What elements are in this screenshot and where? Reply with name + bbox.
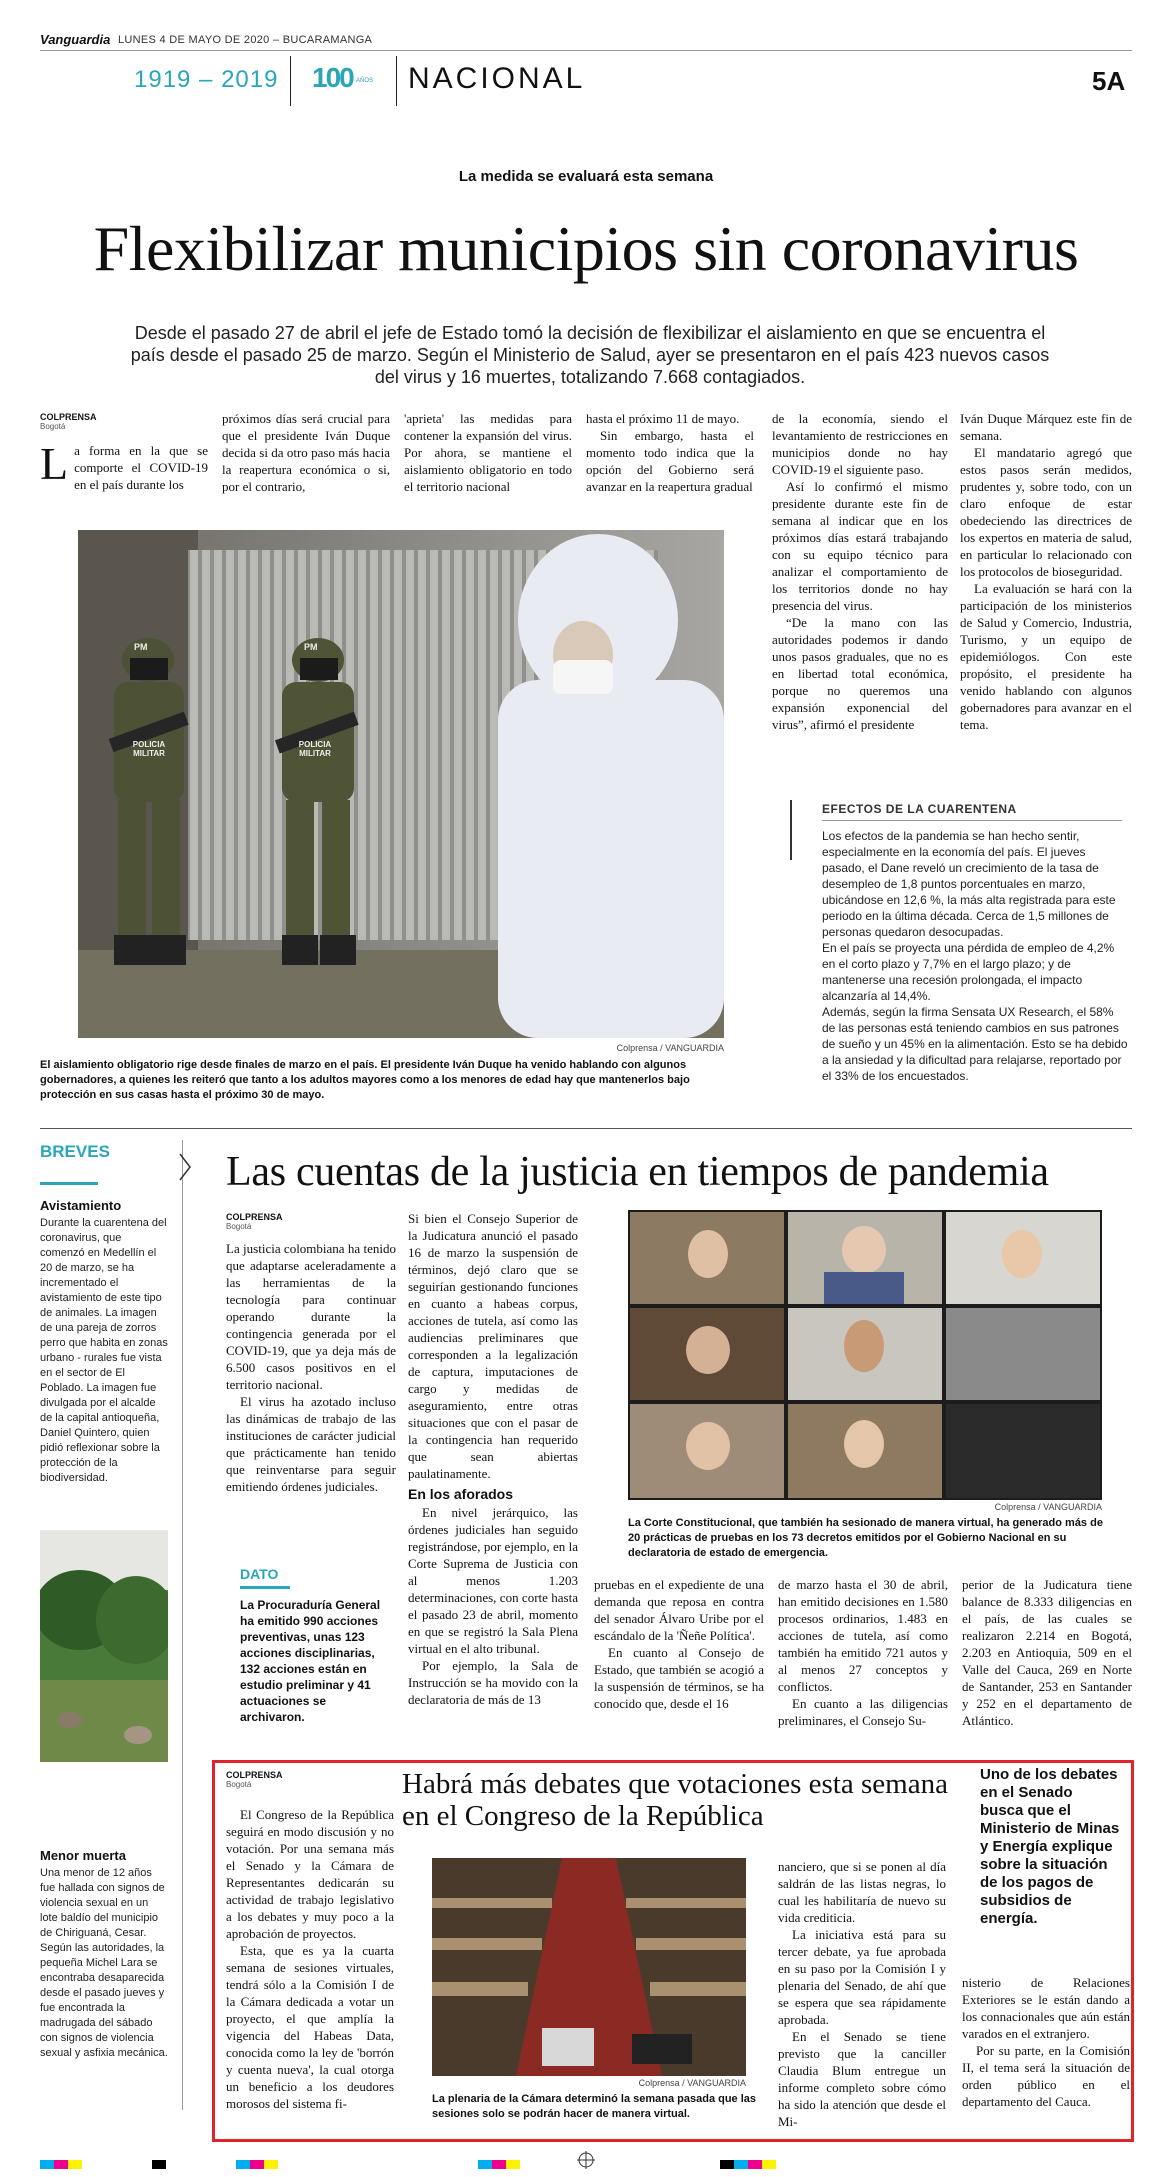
helmet-label: PM bbox=[134, 642, 148, 652]
sidebar-body bbox=[822, 828, 1130, 1084]
credit-place: Bogotá bbox=[226, 1222, 252, 1231]
paragraph: a forma en la que se comporte el COVID-19 en el país durante los bbox=[74, 443, 208, 492]
justicia-photo-credit: Colprensa / VANGUARDIA bbox=[994, 1502, 1102, 1512]
justicia-photo-caption: La Corte Constitucional, que también ha sesionado de manera virtual, ha generado más de 20 prácticas de pruebas en los 73 decretos emitidos por el Gobierno Nacional en su declaratoria de estado de emergencia. bbox=[628, 1517, 1103, 1559]
congreso-photo-credit: Colprensa / VANGUARDIA bbox=[638, 2078, 746, 2088]
congreso-col-2 bbox=[778, 1858, 946, 2130]
paragraph: En nivel jerárquico, las órdenes judiciales han seguido registrándose, por ejemplo, en la Corte Suprema de Justicia con al menos 1.203 determinaciones, con corte hasta el pasado 23 de abril, momento en que se registró la Sala Plena virtual en el alto tribunal. bbox=[408, 1505, 578, 1656]
top-rule bbox=[40, 50, 1132, 51]
paragraph: En cuanto a las diligencias preliminares, el Consejo Su- bbox=[778, 1696, 948, 1728]
paragraph: Sin embargo, hasta el momento todo indica que la opción del Gobierno será avanzar en la reapertura gradual bbox=[586, 428, 754, 494]
paragraph: Así lo confirmó el mismo presidente durante este fin de semana al indicar que en los próximos días estará trabajando con su equipo técnico para analizar el comportamiento de los territorios donde no hay presencia del virus. bbox=[772, 479, 948, 613]
sidebar-paragraph: En el país se proyecta una pérdida de empleo de 4,2% en el corto plazo y 7,7% en el largo plazo; y de mantenerse una recesión prolongada, el impacto alcanzaría al 14,4%. bbox=[822, 941, 1115, 1003]
dateline: LUNES 4 DE MAYO DE 2020 – BUCARAMANGA bbox=[118, 34, 373, 46]
main-col-4 bbox=[586, 410, 754, 495]
paragraph: En el Senado se tiene previsto que la canciller Claudia Blum entregue un informe completo sobre cómo ha sido la atención que desde el Mi- bbox=[778, 2029, 946, 2129]
paragraph: de la economía, siendo el levantamiento de restricciones en municipios donde no hay COVID-19 el siguiente paso. bbox=[772, 411, 948, 477]
arrow-icon bbox=[178, 1152, 192, 1182]
credit-agency: COLPRENSA bbox=[226, 1770, 283, 1780]
paragraph: La evaluación se hará con la participación de los ministerios de Salud y Comercio, Industria, Turismo, y un equipo de epidemiólogos. Con este propósito, el presidente ha venido hablando con algunos gobernadores para avanzar en el tema. bbox=[960, 581, 1132, 732]
main-deck: Desde el pasado 27 de abril el jefe de Estado tomó la decisión de flexibilizar el aislamiento en que se encuentra el país desde el pasado 25 de marzo. Según el Ministerio de Salud, ayer se presentaron en el país 423 nuevos casos del virus y 16 muertes, totalizando 7.668 contagiados. bbox=[130, 323, 1050, 387]
justicia-col-2 bbox=[408, 1210, 578, 1708]
justicia-credit bbox=[226, 1212, 283, 1231]
sidebar-paragraph: Los efectos de la pandemia se han hecho sentir, especialmente en la economía del país. El jueves pasado, el Dane reveló un crecimiento de la tasa de desempleo de 1,8 puntos porcentuales en marzo, ubicándose en 12,6 %, la más alta registrada para este periodo en la última década. Cerca de 1,5 millones de personas quedaron desocupadas. bbox=[822, 829, 1116, 939]
dato-box bbox=[240, 1566, 384, 1725]
anniversary-years: 1919 – 2019 bbox=[134, 66, 279, 93]
congreso-col-1 bbox=[226, 1806, 394, 2112]
fox-photo bbox=[40, 1530, 168, 1762]
paragraph: Por ejemplo, la Sala de Instrucción se ha movido con la declaratoria de más de 13 bbox=[408, 1658, 578, 1707]
congreso-col-3 bbox=[962, 1974, 1130, 2110]
dato-text: La Procuraduría General ha emitido 990 acciones preventivas, unas 123 acciones disciplinarias, 132 acciones están en estudio preliminar y 41 actuaciones se archivaron. bbox=[240, 1598, 381, 1724]
congreso-headline: Habrá más debates que votaciones esta semana en el Congreso de la República bbox=[402, 1768, 948, 1832]
main-col-6 bbox=[960, 410, 1132, 733]
congreso-photo-caption: La plenaria de la Cámara determinó la semana pasada que las sesiones solo se podrán hacer de manera virtual. bbox=[432, 2093, 757, 2120]
paragraph: “De la mano con las autoridades podemos ir dando unos pasos graduales, que no es en libertad total económica, porque no queremos una expansión exponencial del virus”, afirmó el presidente bbox=[772, 615, 948, 732]
sidebar-rule bbox=[822, 820, 1122, 821]
main-col-1 bbox=[40, 438, 208, 493]
justicia-col-1 bbox=[226, 1240, 396, 1495]
breves-accent-bar bbox=[40, 1182, 98, 1185]
paragraph: perior de la Judicatura tiene balance de 8.333 diligencias en el país, de las cuales se realizaron 2.214 en Bogotá, 2.203 en Antioquia, 509 en el Valle del Cauca, 269 en Norte de Santander, 253 en Santander y 252 en el departamento de Atlántico. bbox=[962, 1577, 1132, 1728]
breve-text-2: Una menor de 12 años fue hallada con signos de violencia sexual en un lote baldío del municipio de Chiriguaná, Cesar. Según las autoridades, la pequeña Michel Lara se encontraba desaparecida desde el pasado jueves y fue encontrada la madrugada del sábado con signos de violencia sexual y asfixia mecánica. bbox=[40, 1867, 168, 2059]
sidebar-title: EFECTOS DE LA CUARENTENA bbox=[822, 802, 1017, 816]
registration-mark-icon bbox=[576, 2150, 596, 2170]
main-credit bbox=[40, 412, 97, 431]
dato-title: DATO bbox=[240, 1566, 279, 1582]
justicia-subhead: En los aforados bbox=[408, 1486, 514, 1502]
vest-label: POLICIA MILITAR bbox=[132, 740, 166, 758]
section-rule bbox=[40, 1128, 1132, 1129]
dato-accent-bar bbox=[240, 1586, 290, 1589]
soldiers-photo-illustration bbox=[78, 530, 724, 1038]
credit-agency: COLPRENSA bbox=[40, 412, 97, 422]
newspaper-brand: Vanguardia bbox=[40, 32, 111, 47]
congreso-photo bbox=[432, 1858, 746, 2076]
videocall-grid-illustration bbox=[628, 1210, 1102, 1500]
paragraph: La justicia colombiana ha tenido que adaptarse aceleradamente a las herramientas de la tecnología para continuar operando durante la contingencia generada por el COVID-19, que ya deja más de 6.500 casos positivos en el territorio nacional. bbox=[226, 1241, 396, 1392]
main-col-5 bbox=[772, 410, 948, 733]
credit-place: Bogotá bbox=[40, 422, 66, 431]
justicia-col-4 bbox=[778, 1576, 948, 1729]
helmet-label-2: PM bbox=[304, 642, 318, 652]
header-divider-2 bbox=[396, 56, 397, 106]
main-col-3 bbox=[404, 410, 572, 495]
main-headline: Flexibilizar municipios sin coronavirus bbox=[93, 213, 1079, 284]
credit-agency: COLPRENSA bbox=[226, 1212, 283, 1222]
paragraph: En cuanto al Consejo de Estado, que también se acogió a la suspensión de términos, se ha conocido que, desde el 16 bbox=[594, 1645, 764, 1711]
sidebar-bracket bbox=[790, 800, 792, 860]
paragraph: nanciero, que si se ponen al día saldrán de las listas negras, lo cual les habilitaría de nuevo su vida crediticia. bbox=[778, 1859, 946, 1925]
paragraph: El virus ha azotado incluso las dinámicas de trabajo de las instituciones de carácter judicial que prácticamente han tenido que reinventarse para seguir emitiendo órdenes judiciales. bbox=[226, 1394, 396, 1494]
paragraph: 'aprieta' las medidas para contener la expansión del virus. Por ahora, se mantiene el aislamiento obligatorio en todo el territorio nacional bbox=[404, 411, 572, 494]
vest-label-2: POLICIA MILITAR bbox=[298, 740, 332, 758]
breve-title: Avistamiento bbox=[40, 1198, 122, 1213]
paragraph: de marzo hasta el 30 de abril, han emitido decisiones en 1.580 procesos ordinarios, 1.483 en acciones de tutela, así como también ha emitido 721 autos y al menos 27 conceptos y conflictos. bbox=[778, 1577, 948, 1694]
sidebar-paragraph: Además, según la firma Sensata UX Research, el 58% de las personas está teniendo cambios en sus patrones de sueño y un 45% en la alimentación. Esto se ha debido a la ansiedad y la dificultad para relajarse, reportado por el 33% de los encuestados. bbox=[822, 1005, 1128, 1083]
paragraph: Esta, que es ya la cuarta semana de sesiones virtuales, tendrá sólo a la Comisión I de la Cámara dedicada a votar un proyecto, el que amplía la vigencia del Habeas Data, conocida como la ley de 'borrón y cuenta nueva', la cual otorga un beneficio a los deudores morosos del sistema fi- bbox=[226, 1943, 394, 2111]
section-title: NACIONAL bbox=[408, 62, 586, 95]
paragraph: nisterio de Relaciones Exteriores se le están dando a los connacionales que aún están varados en el extranjero. bbox=[962, 1975, 1130, 2041]
paragraph: La iniciativa está para su tercer debate, ya fue aprobada en su paso por la Comisión I y plenaria del Senado, de ahí que se espera que sea rápidamente aprobada. bbox=[778, 1927, 946, 2027]
paragraph: El mandatario agregó que estos pasos serán medidos, prudentes y, sobre todo, con un claro enfoque de estar obedeciendo las directrices de los expertos en materia de salud, en particular lo relacionado con los protocolos de bioseguridad. bbox=[960, 445, 1132, 579]
congreso-pullquote: Uno de los debates en el Senado busca que el Ministerio de Minas y Energía explique sobre la situación de los pagos de subsidios de energía. bbox=[980, 1766, 1120, 1927]
justicia-headline: Las cuentas de la justicia en tiempos de pandemia bbox=[226, 1149, 1049, 1195]
kicker: La medida se evaluará esta semana bbox=[458, 168, 714, 185]
paragraph: hasta el próximo 11 de mayo. bbox=[586, 411, 740, 426]
paragraph: Iván Duque Márquez este fin de semana. bbox=[960, 411, 1132, 443]
justicia-col-5 bbox=[962, 1576, 1132, 1729]
breves-divider bbox=[182, 1140, 183, 2110]
chamber-photo-illustration bbox=[432, 1858, 746, 2076]
paragraph: Si bien el Consejo Superior de la Judicatura anunció el pasado 16 de marzo la suspensión de términos, dejó claro que se seguirían gestionando funciones en cuanto a habeas corpus, acciones de tutela, así como las audiencias preliminares que corresponden a la legalización de captura, imputaciones de cargo y medidas de aseguramiento, entre otras situaciones que con el pasar de la contingencia han requerido que sean abiertas paulatinamente. bbox=[408, 1211, 578, 1481]
breve-text: Durante la cuarentena del coronavirus, que comenzó en Medellín el 20 de marzo, se ha incrementado el avistamiento de este tipo de animales. La imagen de una pareja de zorros perro que habita en zonas urbano - rurales fue vista en el sector de El Poblado. La imagen fue divulgada por el alcalde de la capital antioqueña, Daniel Quintero, quien pidió reflexionar sobre la protección de la biodiversidad. bbox=[40, 1217, 168, 1484]
paragraph: Por su parte, en la Comisión II, el tema será la situación de orden público en el departamento del Cauca. bbox=[962, 2043, 1130, 2109]
header-divider bbox=[290, 56, 291, 106]
congreso-credit bbox=[226, 1770, 283, 1789]
dropcap: L bbox=[40, 438, 69, 489]
photo-credit: Colprensa / VANGUARDIA bbox=[616, 1043, 724, 1053]
main-photo bbox=[78, 530, 724, 1038]
credit-place: Bogotá bbox=[226, 1780, 252, 1789]
paragraph: próximos días será crucial para que el presidente Iván Duque decida si da otro paso más hacia la reapertura económica o si, por el contrario, bbox=[222, 411, 390, 494]
fox-photo-illustration bbox=[40, 1530, 168, 1762]
justicia-col-3 bbox=[594, 1576, 764, 1712]
anniversary-logo: 100 bbox=[312, 62, 353, 93]
main-col-2 bbox=[222, 410, 390, 495]
breves-title: BREVES bbox=[40, 1142, 110, 1161]
page-number: 5A bbox=[1092, 66, 1126, 96]
anniversary-logo-sub: AÑOS bbox=[356, 78, 374, 84]
paragraph: El Congreso de la República seguirá en modo discusión y no votación. Por una semana más el Senado y la Cámara de Representantes dedicarán su actividad de trabajo legislativo a los debates y muy poco a la aprobación de proyectos. bbox=[226, 1807, 394, 1941]
photo-caption: El aislamiento obligatorio rige desde finales de marzo en el país. El presidente Iván Duque ha venido hablando con algunos gobernadores, a quienes les reiteró que tanto a los adultos mayores como a los menores de edad hay que mantenerlos bajo protección en sus casas hasta el próximo 30 de mayo. bbox=[40, 1059, 690, 1101]
videocall-photo bbox=[628, 1210, 1102, 1500]
breve-title-2: Menor muerta bbox=[40, 1848, 126, 1863]
paragraph: pruebas en el expediente de una demanda que reposa en contra del senador Álvaro Uribe por el escándalo de la 'Ñeñe Política'. bbox=[594, 1577, 764, 1643]
